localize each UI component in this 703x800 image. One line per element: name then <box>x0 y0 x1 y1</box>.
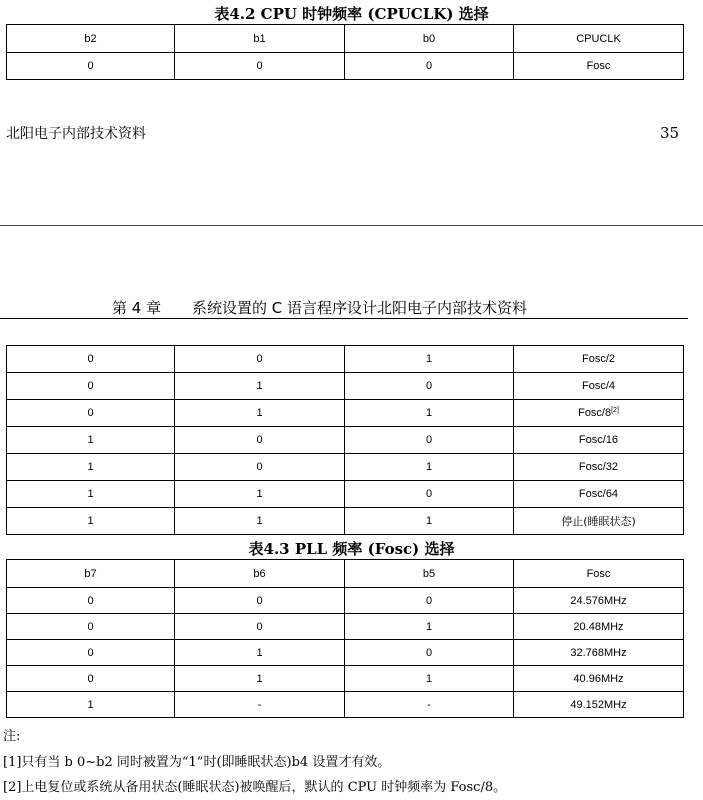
table-cell: 0 <box>7 346 175 373</box>
note-item: [1]只有当 b 0~b2 同时被置为“1”时(即睡眠状态)b4 设置才有效。 <box>3 755 391 770</box>
table-cell <box>514 400 684 427</box>
table-cell: 1 <box>345 508 514 535</box>
header-cell: b5 <box>345 560 514 588</box>
table-cell: 1 <box>175 481 345 508</box>
table-cell: 1 <box>175 373 345 400</box>
table-cell: 0 <box>345 53 514 80</box>
page-break-line <box>0 225 703 226</box>
header-rule <box>0 318 688 319</box>
table-cell: 1 <box>345 400 514 427</box>
table-row <box>7 481 684 508</box>
table-cell: 49.152MHz <box>514 692 684 718</box>
table-row <box>7 640 684 666</box>
table-header-row <box>7 25 684 53</box>
table-cell: 20.48MHz <box>514 614 684 640</box>
table-cell: 0 <box>345 427 514 454</box>
table-cell: 24.576MHz <box>514 588 684 614</box>
table-cell: 0 <box>7 666 175 692</box>
header-cell: Fosc <box>514 560 684 588</box>
table-cell: 0 <box>175 427 345 454</box>
header-cell: b6 <box>175 560 345 588</box>
table-cell: 0 <box>345 373 514 400</box>
table-row <box>7 373 684 400</box>
table-cell: 0 <box>175 346 345 373</box>
table-cell: 0 <box>345 481 514 508</box>
table-cell: 0 <box>345 588 514 614</box>
table-cell: Fosc/32 <box>514 454 684 481</box>
cell-text: Fosc/8 <box>578 407 612 419</box>
table-cell: 0 <box>7 614 175 640</box>
chapter-label: 第 4 章 <box>112 299 162 317</box>
table-cell: - <box>175 692 345 718</box>
table-cell: 1 <box>175 508 345 535</box>
header-cell: b1 <box>175 25 345 53</box>
table-cell: Fosc/16 <box>514 427 684 454</box>
page-number: 35 <box>660 124 680 142</box>
table-row <box>7 454 684 481</box>
table-cell: 1 <box>7 454 175 481</box>
table-cell: 1 <box>7 692 175 718</box>
table-cell: Fosc/2 <box>514 346 684 373</box>
header-cell: b0 <box>345 25 514 53</box>
header-cell: b2 <box>7 25 175 53</box>
table-4-2-continued <box>6 345 684 535</box>
table-cell: 1 <box>345 454 514 481</box>
table-cell: Fosc/4 <box>514 373 684 400</box>
table-row <box>7 614 684 640</box>
table-cell: 1 <box>345 666 514 692</box>
table-cell: Fosc <box>514 53 684 80</box>
table-cell: Fosc/64 <box>514 481 684 508</box>
table-4-2-title: 表4.2 CPU 时钟频率 (CPUCLK) 选择 <box>214 5 489 23</box>
table-row <box>7 427 684 454</box>
table-cell: 40.96MHz <box>514 666 684 692</box>
table-header-row <box>7 560 684 588</box>
table-row <box>7 666 684 692</box>
table-cell: 0 <box>175 454 345 481</box>
table-cell: 1 <box>7 481 175 508</box>
table-cell: 1 <box>175 400 345 427</box>
note-item: [2]上电复位或系统从备用状态(睡眠状态)被唤醒后，默认的 CPU 时钟频率为 Fosc/8。 <box>3 780 507 795</box>
table-row <box>7 53 684 80</box>
table-cell: 0 <box>7 400 175 427</box>
table-4-3-title: 表4.3 PLL 频率 (Fosc) 选择 <box>248 540 455 558</box>
table-cell: 0 <box>345 640 514 666</box>
table-cell: 32.768MHz <box>514 640 684 666</box>
table-4-3 <box>6 559 684 718</box>
table-cell: 0 <box>175 614 345 640</box>
table-row <box>7 400 684 427</box>
table-cell: 0 <box>7 53 175 80</box>
table-cell: 0 <box>7 640 175 666</box>
notes-label: 注: <box>3 729 21 744</box>
header-title: 系统设置的 C 语言程序设计北阳电子内部技术资料 <box>192 299 528 317</box>
table-cell: 1 <box>175 640 345 666</box>
table-row <box>7 588 684 614</box>
table-4-2 <box>6 24 684 80</box>
table-cell: 0 <box>7 373 175 400</box>
table-row <box>7 508 684 535</box>
page-footer-text: 北阳电子内部技术资料 <box>6 126 146 142</box>
footnote-ref: [2] <box>611 407 619 414</box>
table-cell: 1 <box>345 614 514 640</box>
table-row <box>7 346 684 373</box>
header-cell: b7 <box>7 560 175 588</box>
header-cell: CPUCLK <box>514 25 684 53</box>
table-cell: 0 <box>175 588 345 614</box>
table-cell: 0 <box>175 53 345 80</box>
table-cell: 停止(睡眠状态) <box>514 508 684 535</box>
table-cell: 0 <box>7 588 175 614</box>
table-cell: 1 <box>7 427 175 454</box>
table-row <box>7 692 684 718</box>
table-cell: 1 <box>7 508 175 535</box>
table-cell: 1 <box>345 346 514 373</box>
table-cell: - <box>345 692 514 718</box>
table-cell: 1 <box>175 666 345 692</box>
